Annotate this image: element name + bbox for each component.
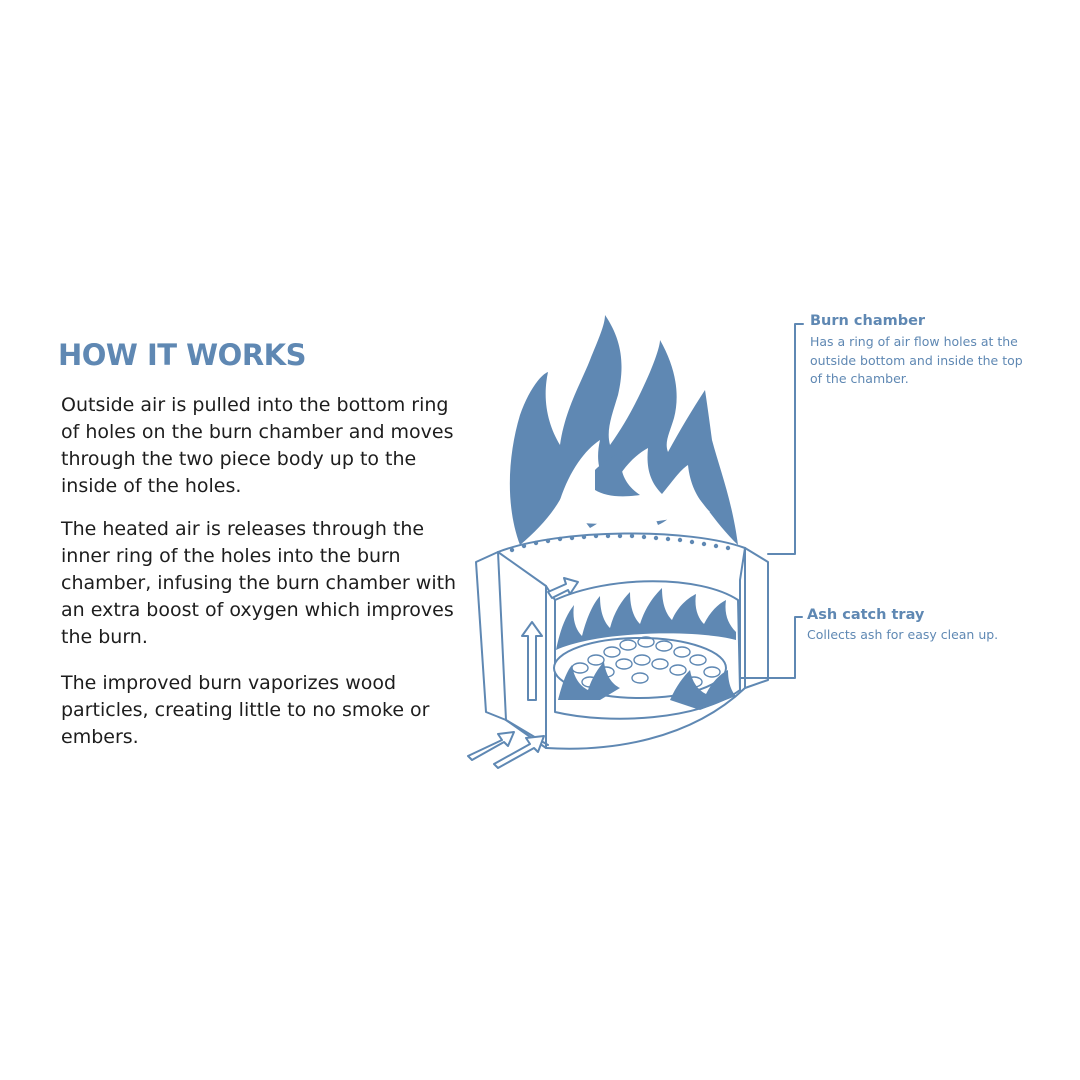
section-heading: HOW IT WORKS [58, 338, 307, 372]
outer-body-right [745, 548, 768, 688]
burn-chamber-description: Has a ring of air flow holes at the outside bottom and inside the top of the chamber. [810, 334, 1023, 386]
ash-tray-leader-line [740, 617, 802, 678]
outer-body-left [476, 552, 506, 720]
burn-chamber-leader-line [768, 324, 803, 554]
burn-chamber-title: Burn chamber [810, 313, 926, 329]
explanation-paragraph-1: Outside air is pulled into the bottom ring of holes on the burn chamber and moves through the two piece body up to the inside of the holes. [61, 394, 454, 497]
ash-catch-tray-title: Ash catch tray [807, 607, 925, 623]
ash-catch-tray-description: Collects ash for easy clean up. [807, 627, 999, 642]
explanation-paragraph-2: The heated air is releases through the inner ring of the holes into the burn chamber, infusing the burn chamber with an extra boost of oxygen which improves the burn. [61, 518, 457, 648]
explanation-paragraph-3: The improved burn vaporizes wood particles, creating little to no smoke or embers. [61, 672, 430, 748]
